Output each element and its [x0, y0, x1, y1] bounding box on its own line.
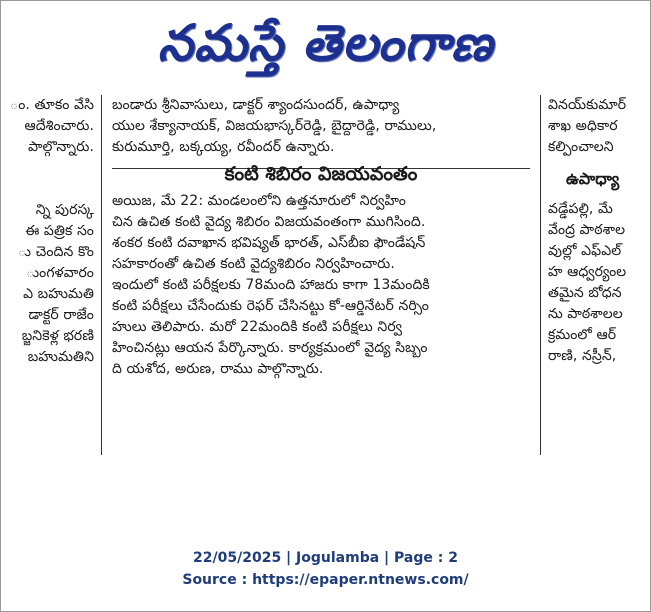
right-body-line: వడ్డేపల్లి, మే: [548, 201, 613, 217]
left-column-line: [0, 158, 94, 179]
article-body-line: హించినట్లు ఆయన పేర్కొన్నారు. కార్యక్రమంలో వైద్య సిబ్బం: [112, 340, 428, 356]
right-body-line: రాణి, నస్రీన్,: [548, 348, 617, 364]
left-column-line: [0, 179, 94, 200]
left-column-line: ఆదేశించారు.: [24, 118, 94, 134]
left-column-line: ుంగళవారం: [26, 265, 94, 281]
left-column-line: ం. తూకం వేసి: [10, 97, 94, 113]
right-subhead: ఉపాధ్యా: [566, 169, 620, 188]
right-body-line: వేంద్ర పాఠశాల: [548, 222, 626, 238]
left-column: [0, 95, 94, 368]
center-top-line: కురుమూర్తి, బక్కయ్య, రవీందర్ ఉన్నారు.: [112, 139, 335, 155]
right-body-line: తమైన బోధన: [548, 285, 622, 301]
footer-date-edition: 22/05/2025 | Jogulamba | Page : 2: [193, 550, 458, 566]
footer-source: Source : https://epaper.ntnews.com/: [182, 572, 469, 588]
center-top-line: యుల శేక్యానాయక్, విజయభాస్కర్‌రెడ్డి, బైద్దారెడ్డి, రాములు,: [112, 118, 437, 134]
column-rule-right: [540, 95, 541, 455]
column-rule-left: [101, 95, 102, 455]
article-body-line: అయిజ, మే 22: మండలంలోని ఉత్తనూరులో నిర్వహిం: [112, 193, 407, 209]
article-body-line: ఇందులో కంటి పరీక్షలకు 78మంది హాజరు కాగా 13మందికి: [112, 277, 430, 293]
right-body-line: ను పాఠశాలల: [548, 306, 623, 322]
right-body-line: క్రమంలో ఆర్: [548, 327, 617, 343]
article-body-line: ది యశోద, అరుణ, రాము పాల్గొన్నారు.: [112, 361, 324, 377]
left-column-line: బ్జనికెళ్ల భరణి: [21, 328, 94, 344]
left-column-line: న్ని పురస్క: [35, 202, 94, 218]
left-column-line: ు చెందిన కొం: [18, 244, 94, 260]
newspaper-masthead: నమస్తే తెలంగాణ: [157, 14, 494, 72]
article-body-line: శంకర కంటి దవాఖాన భవిష్యత్ భారత్, ఎస్‌బీఐ ఫౌండేషన్: [112, 235, 426, 251]
right-top-line: కల్పించాలని: [548, 139, 614, 155]
right-top-line: వినయ్‌కుమార్: [548, 97, 627, 113]
left-column-line: బహుమతిని: [27, 349, 94, 365]
right-body-line: వుల్లో ఎఫ్‌ఎల్: [548, 243, 622, 259]
article-headline: కంటి శిబిరం విజయవంతం: [224, 163, 418, 185]
center-column: [112, 95, 530, 380]
article-body-line: కంటి పరీక్షలు చేసేందుకు రెఫర్ చేసినట్టు కో-ఆర్డినేటర్ నర్సిం: [112, 298, 429, 314]
article-body-line: సహకారంతో ఉచిత కంటి వైద్యశిబిరం నిర్వహించారు.: [112, 256, 395, 272]
left-column-line: పాల్గొన్నారు.: [27, 139, 94, 155]
article-body-line: హులు తెలిపారు. మరో 22మందికి కంటి పరీక్షలు నిర్వ: [112, 319, 403, 335]
article-body-line: చిన ఉచిత కంటి వైద్య శిబిరం విజయవంతంగా ముగిసింది.: [112, 214, 426, 230]
right-top-line: శాఖ అధికార: [548, 118, 618, 134]
right-column: [548, 95, 651, 367]
left-column-line: ఎ బహుమతి: [23, 286, 94, 302]
left-column-line: డాక్టర్ రాజేం: [28, 307, 94, 323]
right-body-line: హ ఆధ్వర్యంల: [548, 264, 627, 280]
left-column-line: ఈ పత్రిక సం: [25, 223, 94, 239]
center-top-line: బండారు శ్రీనివాసులు, డాక్టర్ శ్యాందసుందర్, ఉపాధ్యా: [112, 97, 400, 113]
